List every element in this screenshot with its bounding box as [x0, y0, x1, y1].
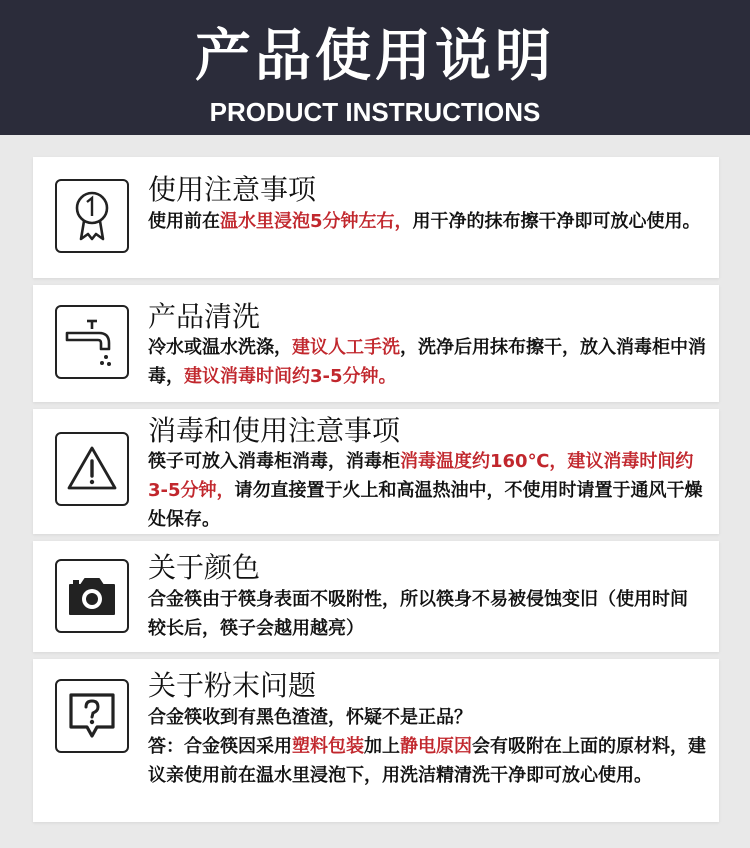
section-card-cleaning [33, 285, 719, 402]
warning-triangle-icon [55, 432, 129, 506]
text-segment: 筷子可放入消毒柜消毒，消毒柜 [148, 451, 400, 472]
highlight-segment: 塑料包装 [292, 736, 364, 757]
section-card-color [33, 541, 719, 652]
text-segment: 合金筷由于筷身表面不吸附性，所以筷身不易被侵蚀变旧（使用时间较长后，筷子会越用越亮） [148, 589, 688, 639]
section-card-disinfection [33, 409, 719, 534]
faucet-icon [55, 305, 129, 379]
text-segment: 冷水或温水洗涤， [148, 337, 292, 358]
highlight-segment: 建议消毒时间约3-5分钟。 [184, 366, 397, 387]
section-title: 使用注意事项 [148, 173, 317, 206]
highlight-segment: 静电原因 [400, 736, 472, 757]
award-ribbon-icon [55, 179, 129, 253]
text-segment: 加上 [364, 736, 400, 757]
highlight-segment: 温水里浸泡5分钟左右， [220, 211, 413, 232]
text-segment: 使用前在 [148, 211, 220, 232]
section-body [148, 333, 714, 391]
section-title: 关于颜色 [148, 551, 261, 584]
section-body [148, 447, 708, 534]
highlight-segment: 消毒温度约160℃，建议消毒时间约3-5分钟， [148, 451, 694, 501]
text-segment: ，洗净后用抹布擦干，放入消毒柜中消毒， [148, 337, 706, 387]
highlight-segment: 建议人工手洗 [292, 337, 400, 358]
section-title: 关于粉末问题 [148, 669, 317, 702]
section-body [148, 207, 708, 236]
text-segment: 合金筷收到有黑色渣渣，怀疑不是正品？ [148, 707, 472, 728]
camera-icon [55, 559, 129, 633]
page-subtitle: PRODUCT INSTRUCTIONS [209, 97, 541, 127]
page-header [0, 0, 750, 135]
section-card-usage-notes [33, 157, 719, 278]
text-segment: 答：合金筷因采用 [148, 736, 292, 757]
text-segment: 会有吸附在上面的原材料，建议亲使用前在温水里浸泡下，用洗洁精清洗干净即可放心使用。 [148, 736, 706, 786]
question-bubble-icon [55, 679, 129, 753]
text-segment: 请勿直接置于火上和高温热油中，不使用时请置于通风干燥处保存。 [148, 480, 703, 530]
section-body [148, 585, 693, 643]
section-body [148, 703, 708, 790]
section-title: 消毒和使用注意事项 [148, 414, 401, 447]
text-segment: 用干净的抹布擦干净即可放心使用。 [412, 211, 701, 232]
section-card-powder [33, 659, 719, 822]
section-title: 产品清洗 [148, 300, 261, 333]
page-title: 产品使用说明 [195, 24, 555, 89]
